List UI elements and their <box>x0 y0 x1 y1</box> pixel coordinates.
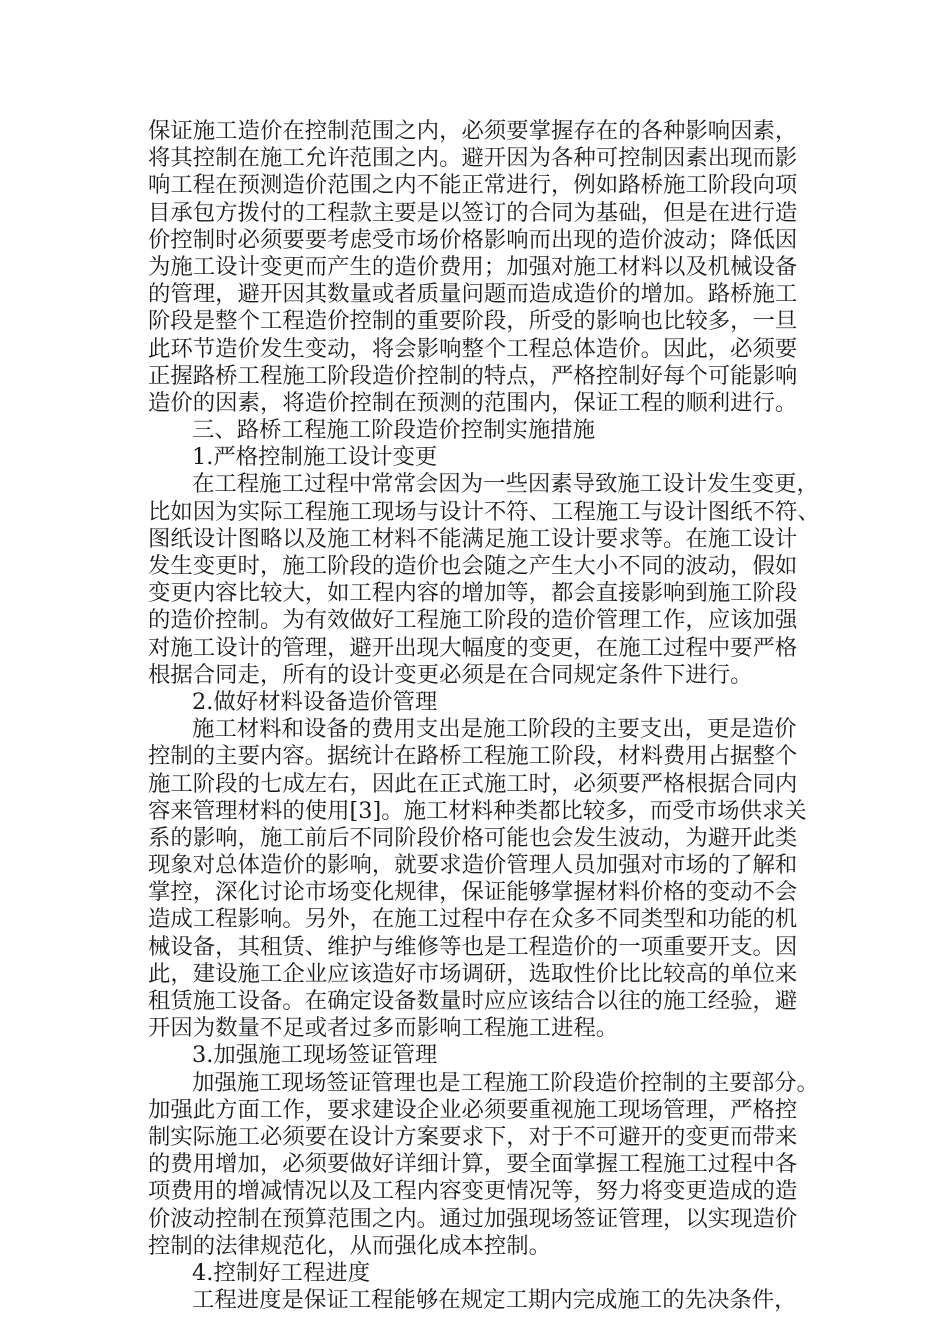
text-line: 比如因为实际工程施工现场与设计不符、工程施工与设计图纸不符、 <box>148 498 820 525</box>
text-line: 图纸设计图略以及施工材料不能满足施工设计要求等。在施工设计 <box>148 525 798 552</box>
text-line: 此，建设施工企业应该造好市场调研，选取性价比比较高的单位来 <box>148 960 798 987</box>
text-line: 现象对总体造价的影响，就要求造价管理人员加强对市场的了解和 <box>148 852 798 879</box>
text-line: 租赁施工设备。在确定设备数量时应应该结合以往的施工经验，避 <box>148 988 798 1014</box>
text-line: 施工阶段的七成左右，因此在正式施工时，必须要严格根据合同内 <box>148 770 798 797</box>
text-line: 开因为数量不足或者过多而影响工程施工进程。 <box>148 1015 619 1042</box>
text-line: 3.加强施工现场签证管理 <box>192 1042 438 1069</box>
text-line: 制实际施工必须要在设计方案要求下，对于不可避开的变更而带来 <box>148 1123 798 1150</box>
text-line: 在工程施工过程中常常会因为一些因素导致施工设计发生变更， <box>192 471 819 498</box>
text-line: 掌控，深化讨论市场变化规律，保证能够掌握材料价格的变动不会 <box>148 879 798 906</box>
text-line: 价控制时必须要要考虑受市场价格影响而出现的造价波动；降低因 <box>148 226 798 253</box>
text-line: 加强施工现场签证管理也是工程施工阶段造价控制的主要部分。 <box>192 1069 819 1096</box>
text-line: 械设备，其租赁、维护与维修等也是工程造价的一项重要开支。因 <box>148 933 798 960</box>
text-line: 保证施工造价在控制范围之内，必须要掌握存在的各种影响因素， <box>148 118 798 144</box>
text-line: 阶段是整个工程造价控制的重要阶段，所受的影响也比较多，一旦 <box>148 308 798 335</box>
text-line: 控制的主要内容。据统计在路桥工程施工阶段，材料费用占据整个 <box>148 743 798 770</box>
text-line: 项费用的增减情况以及工程内容变更情况等，努力将变更造成的造 <box>148 1178 798 1205</box>
text-line: 施工材料和设备的费用支出是施工阶段的主要支出，更是造价 <box>192 716 797 743</box>
text-line: 的造价控制。为有效做好工程施工阶段的造价管理工作，应该加强 <box>148 607 798 634</box>
text-line: 系的影响，施工前后不同阶段价格可能也会发生波动，为避开此类 <box>148 824 798 851</box>
text-line: 价波动控制在预算范围之内。通过加强现场签证管理，以实现造价 <box>148 1205 798 1232</box>
text-line: 加强此方面工作，要求建设企业必须要重视施工现场管理，严格控 <box>148 1096 798 1123</box>
text-line: 工程进度是保证工程能够在规定工期内完成施工的先决条件， <box>192 1287 797 1314</box>
text-line: 此环节造价发生变动，将会影响整个工程总体造价。因此，必须要 <box>148 335 798 362</box>
text-line: 控制的法律规范化，从而强化成本控制。 <box>148 1232 552 1259</box>
text-line: 三、路桥工程施工阶段造价控制实施措施 <box>192 417 596 444</box>
text-line: 2.做好材料设备造价管理 <box>192 688 438 715</box>
text-line: 的费用增加，必须要做好详细计算，要全面掌握工程施工过程中各 <box>148 1151 798 1178</box>
text-line: 变更内容比较大，如工程内容的增加等，都会直接影响到施工阶段 <box>148 580 798 607</box>
text-line: 4.控制好工程进度 <box>192 1259 371 1286</box>
text-line: 为施工设计变更而产生的造价费用；加强对施工材料以及机械设备 <box>148 253 798 280</box>
text-line: 1.严格控制施工设计变更 <box>192 444 438 471</box>
text-line: 造价的因素，将造价控制在预测的范围内，保证工程的顺利进行。 <box>148 389 798 416</box>
text-line: 目承包方拨付的工程款主要是以签订的合同为基础，但是在进行造 <box>148 199 798 226</box>
text-line: 造成工程影响。另外，在施工过程中存在众多不同类型和功能的机 <box>148 906 798 933</box>
text-line: 正握路桥工程施工阶段造价控制的特点，严格控制好每个可能影响 <box>148 362 798 389</box>
text-line: 响工程在预测造价范围之内不能正常进行，例如路桥施工阶段向项 <box>148 172 798 199</box>
text-line: 容来管理材料的使用[3]。施工材料种类都比较多，而受市场供求关 <box>148 797 807 824</box>
text-line: 对施工设计的管理，避开出现大幅度的变更，在施工过程中要严格 <box>148 634 798 661</box>
text-line: 将其控制在施工允许范围之内。避开因为各种可控制因素出现而影 <box>148 145 798 172</box>
text-line: 的管理，避开因其数量或者质量问题而造成造价的增加。路桥施工 <box>148 281 798 308</box>
text-line: 根据合同走，所有的设计变更必须是在合同规定条件下进行。 <box>148 661 753 688</box>
text-line: 发生变更时，施工阶段的造价也会随之产生大小不同的波动，假如 <box>148 553 798 579</box>
document-body <box>148 118 820 1314</box>
